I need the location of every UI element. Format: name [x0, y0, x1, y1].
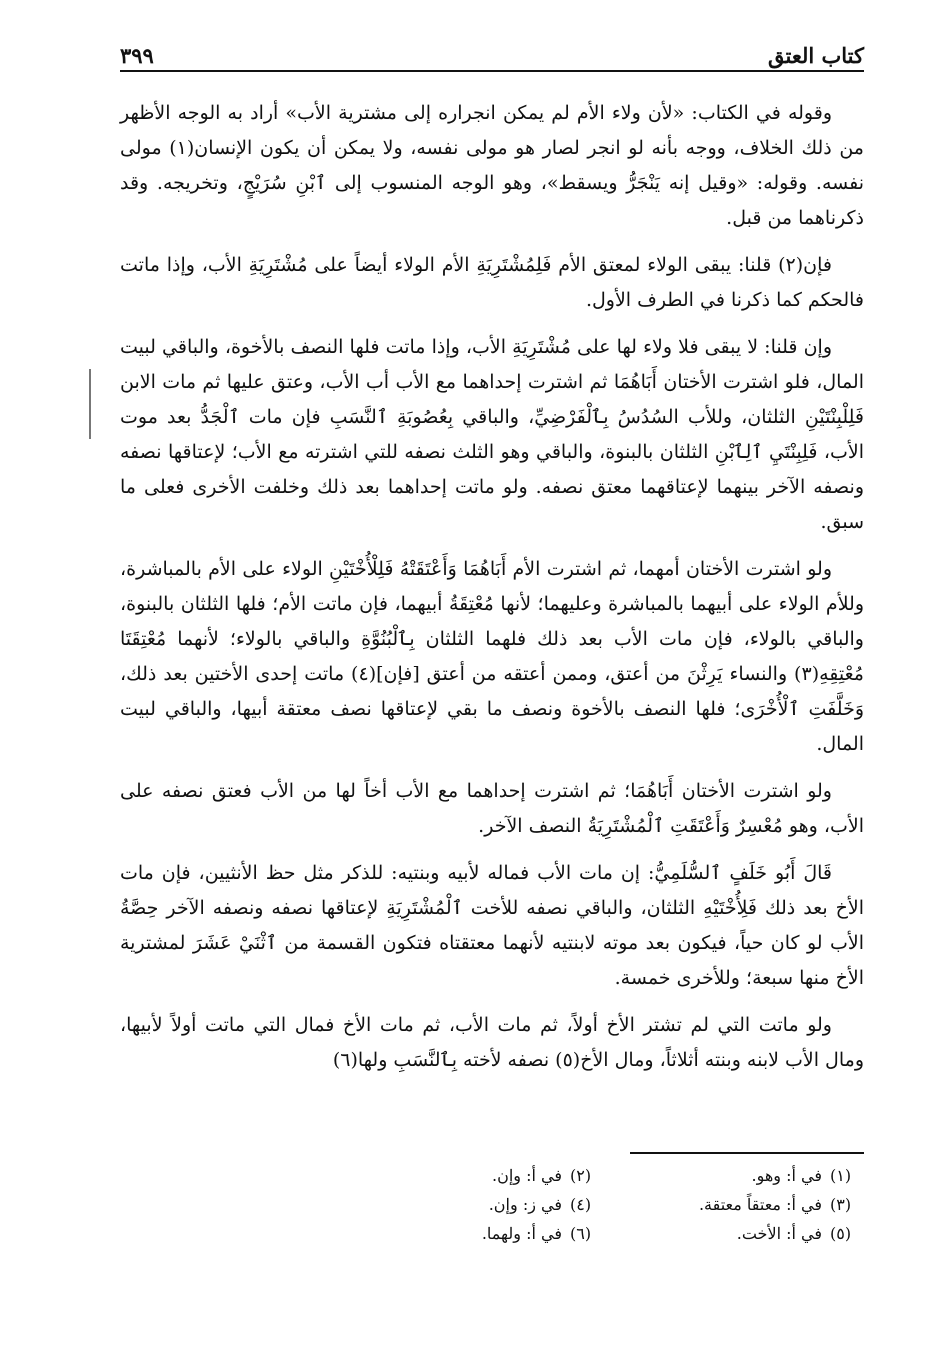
footnote-number: (٥) [830, 1224, 852, 1243]
footnote-text: في أ: وهو. [751, 1166, 822, 1185]
body-text [120, 96, 864, 1078]
footnote [604, 1223, 864, 1245]
footnote [604, 1194, 864, 1216]
paragraph: وإن قلنا: لا يبقى فلا ولاء لها على مُشْتَرِيَةِ الأب، وإذا ماتت فلها النصف بالأخوة، والباقي لبيت المال، فلو اشترت الأختان أَبَاهُمَا ثم اشترت إحداهما مع الأب أب الأب، وعتق عليها ثم مات الابن فَلِلْبِنْتَيْنِ الثلثان، وللأب السُدُسُ بِٱلْفَرْضِيِّ، والباقي بِعُصُوبَةِ ٱلنَّسَبِ فإن مات ٱلْجَدُّ بعد موت الأب، فَلِبِنْتَيِ ٱلِٱبْنِ الثلثان بالبنوة، والباقي وهو الثلث نصفه للتي اشترته مع الأب؛ لإعتاقها نصفه ونصفه الآخر بينهما لإعتاقهما معتق نصفه. ولو ماتت إحداهما بعد ذلك وخلفت الأخرى فعلى ما سبق. [120, 336, 864, 533]
chapter-title: كتاب العتق [767, 43, 864, 68]
footnote-text: في أ: الأخت. [736, 1224, 822, 1243]
paragraph: فإن(٢) قلنا: يبقى الولاء لمعتق الأم فَلِمُشْتَرِيَةِ الأم الولاء أيضاً على مُشْتَرِيَةِ الأب، وإذا ماتت فالحكم كما ذكرنا في الطرف الأول. [120, 254, 864, 311]
footnote-text: في ز: وإن. [488, 1195, 562, 1214]
footnote [344, 1223, 604, 1245]
footnote-separator [630, 1152, 864, 1154]
page-number: ٣٩٩ [120, 43, 154, 68]
footnotes [344, 1165, 864, 1245]
footnote-number: (٤) [570, 1195, 592, 1214]
footnote [344, 1194, 604, 1216]
paragraph: ولو اشترت الأختان أمهما، ثم اشترت الأم أَبَاهُمَا وَأَعْتَقَتْهُ فَلِلْأُخْتَيْنِ الولاء على الأم بالمباشرة، وللأم الولاء على أبيهما بالمباشرة وعليهما؛ لأنها مُعْتِقَةُ أبيهما، فإن ماتت الأم؛ فلها الثلثان بالبنوة، والباقي بالولاء، فإن مات الأب بعد ذلك فلهما الثلثان بِٱلْبُنُوَّةِ والباقي بالولاء؛ لأنهما مُعْتِقَتَا مُعْتِقِهِ(٣) والنساء يَرِثْنَ من أعتق، وممن أعتقه من أعتق [فإن](٤) ماتت إحدى الأختين بعد ذلك، وَخَلَّفَتِ ٱلْأُخْرَى؛ فلها النصف بالأخوة ونصف ما بقي لإعتاقها نصف معتقة أبيها، والباقي لبيت المال. [120, 558, 864, 755]
footnote [604, 1165, 864, 1187]
footnote-number: (٢) [570, 1166, 592, 1185]
footnote-text: في أ: ولهما. [481, 1224, 562, 1243]
footnote-text: في أ: وإن. [492, 1166, 562, 1185]
footnote-number: (١) [830, 1166, 852, 1185]
footnote-number: (٦) [570, 1224, 592, 1243]
paragraph: قَالَ أَبُو خَلَفٍ ٱلسُّلَمِيُّ: إن مات الأب فماله لأبيه وبنتيه: للذكر مثل حظ الأنثيين، فإن مات الأخ بعد ذلك فَلِأُخْتَيْهِ الثلثان، والباقي نصفه للأخت ٱلْمُشْتَرِيَةِ لإعتاقها نصفه ونصفه الآخر حِصَّةُ الأب لو كان حياً، فيكون بعد موته لابنتيه لأنهما معتقتاه فتكون القسمة من ٱثْنَيْ عَشَرَ لمشترية الأخ منها سبعة؛ وللأخرى خمسة. [120, 862, 864, 989]
paragraph: ولو اشترت الأختان أَبَاهُمَا؛ ثم اشترت إحداهما مع الأب أخاً لها من الأب فعتق نصفه على الأب، وهو مُعْسِرٌ وَأَعْتَقَتِ ٱلْمُشْتَرِيَةُ النصف الآخر. [120, 780, 864, 837]
footnote [344, 1165, 604, 1187]
footnote-text: في أ: معتقاً معتقة. [698, 1195, 822, 1214]
page-header [120, 24, 864, 72]
footnote-number: (٣) [830, 1195, 852, 1214]
paragraph: وقوله في الكتاب: «لأن ولاء الأم لم يمكن انجراره إلى مشترية الأب» أراد به الوجه الأظهر من ذلك الخلاف، ووجه بأنه لو انجر لصار هو مولى نفسه، ولا يمكن أن يكون الإنسان(١) مولى نفسه. وقوله: «وقيل إنه يَنْجَرُّ ويسقط»، وهو الوجه المنسوب إلى ٱبْنِ سُرَيْجٍ، وتخريجه. وقد ذكرناهما من قبل. [120, 102, 864, 229]
margin-rule [89, 369, 91, 439]
paragraph: ولو ماتت التي لم تشتر الأخ أولاً، ثم مات الأب، ثم مات الأخ فمال التي ماتت أولاً لأبيها، ومال الأب لابنه وبنته أثلاثاً، ومال الأخ(٥) نصفه لأخته بِٱلنَّسَبِ ولها(٦) [120, 1014, 864, 1071]
